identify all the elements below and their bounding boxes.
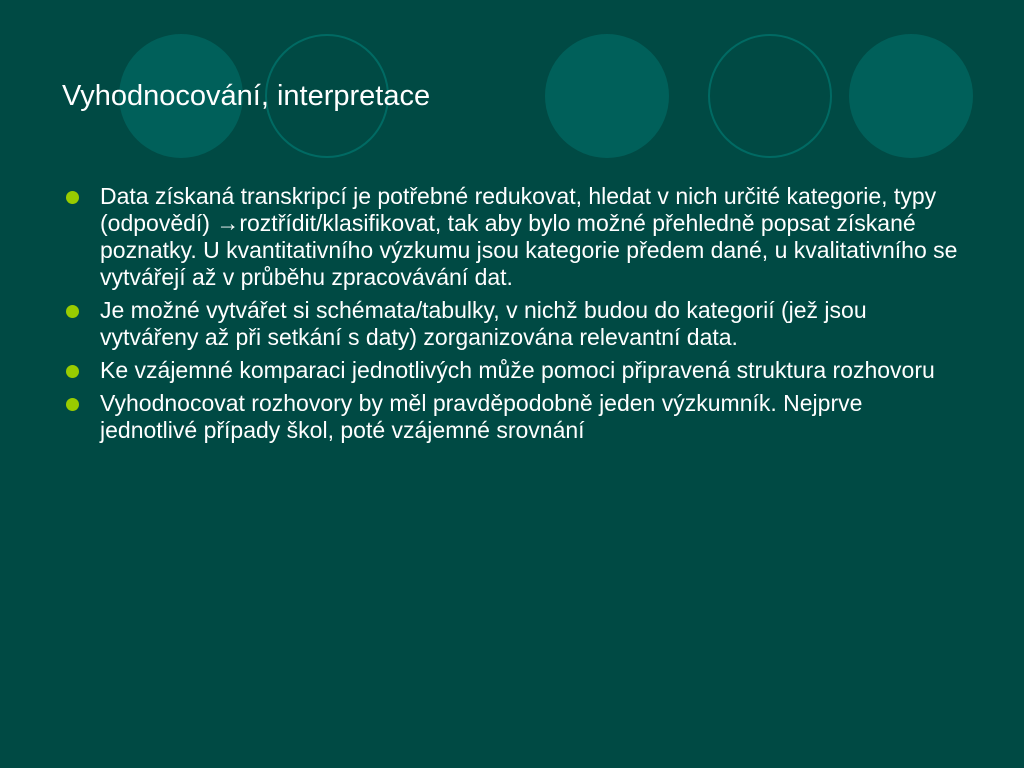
decorative-circle-filled <box>545 34 669 158</box>
bullet-item <box>62 297 962 351</box>
bullet-list <box>62 183 962 450</box>
bullet-item <box>62 183 962 291</box>
decorative-circle-outline <box>708 34 832 158</box>
bullet-item <box>62 357 962 384</box>
slide-title: Vyhodnocování, interpretace <box>62 80 431 112</box>
bullet-text: Vyhodnocovat rozhovory by měl pravděpodobně jeden výzkumník. Nejprve jednotlivé případy škol, poté vzájemné srovnání <box>100 390 863 443</box>
bullet-dot-icon <box>66 398 79 411</box>
bullet-dot-icon <box>66 365 79 378</box>
bullet-text: Ke vzájemné komparaci jednotlivých může pomoci připravená struktura rozhovoru <box>100 357 935 383</box>
bullet-dot-icon <box>66 305 79 318</box>
bullet-text: Je možné vytvářet si schémata/tabulky, v nichž budou do kategorií (jež jsou vytvářeny až při setkání s daty) zorganizována relevantní data. <box>100 297 867 350</box>
bullet-dot-icon <box>66 191 79 204</box>
bullet-item <box>62 390 962 444</box>
bullet-text: Data získaná transkripcí je potřebné redukovat, hledat v nich určité kategorie, typy (odpovědí) →roztřídit/klasifikovat, tak aby bylo možné přehledně popsat získané poznatky. U kvantitativního výzkumu jsou kategorie předem dané, u kvalitativního se vytvářejí až v průběhu zpracovávání dat. <box>100 183 958 290</box>
decorative-circle-filled <box>849 34 973 158</box>
